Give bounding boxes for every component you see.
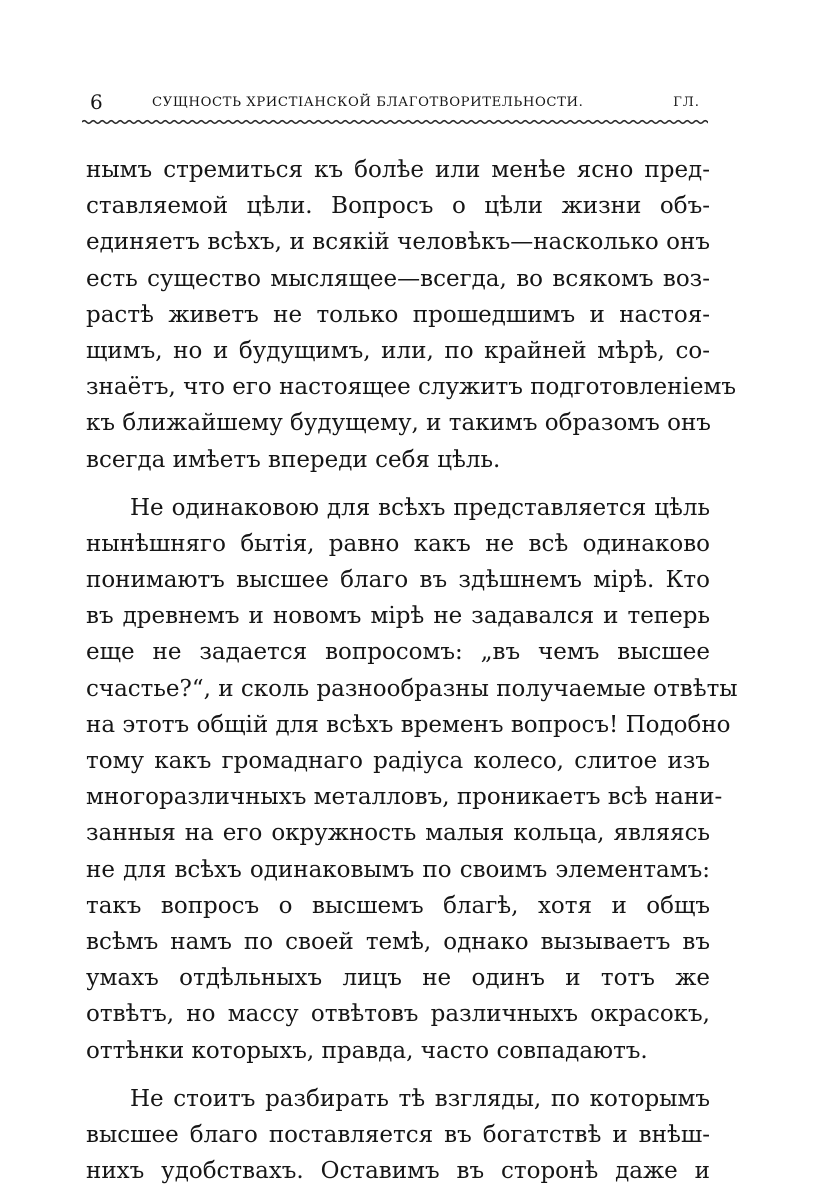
- text-line: Не одинаковою для всѣхъ представляется цѣль: [130, 494, 710, 521]
- text-line: Не стоитъ разбирать тѣ взгляды, по которымъ: [130, 1085, 710, 1112]
- text-line: на этотъ общій для всѣхъ временъ вопросъ! Подобно: [86, 711, 731, 738]
- text-line: тому какъ громаднаго радіуса колесо, слитое изъ: [86, 748, 710, 774]
- text-line: занныя на его окружность малыя кольца, являясь: [86, 820, 710, 847]
- text-line: растѣ живетъ не только прошедшимъ и настоя-: [86, 301, 710, 328]
- text-line: всѣмъ намъ по своей темѣ, однако вызываетъ въ: [86, 928, 710, 955]
- paragraph-gap: [86, 478, 710, 490]
- text-line: есть существо мыслящее—всегда, во всякомъ воз-: [86, 265, 710, 292]
- text-line: еще не задается вопросомъ: „въ чемъ высшее: [86, 639, 710, 666]
- text-line: счастье?“, и сколь разнообразны получаемые отвѣты: [86, 675, 738, 702]
- text-line: ставляемой цѣли. Вопросъ о цѣли жизни объ-: [86, 193, 710, 220]
- running-title: СУЩНОСТЬ ХРИСТІАНСКОЙ БЛАГОТВОРИТЕЛЬНОСТИ.: [152, 95, 584, 110]
- text-line: умахъ отдѣльныхъ лицъ не одинъ и тотъ же: [86, 965, 710, 992]
- text-line: многоразличныхъ металловъ, проникаетъ всѣ нани-: [86, 784, 723, 811]
- text-line: нихъ удобствахъ. Оставимъ въ сторонѣ даже и: [86, 1158, 710, 1185]
- chapter-mark: ГЛ.: [673, 95, 700, 110]
- text-line: высшее благо поставляется въ богатствѣ и внѣш-: [86, 1121, 710, 1148]
- text-line: не для всѣхъ одинаковымъ по своимъ элементамъ:: [86, 856, 710, 883]
- text-line: отвѣтъ, но массу отвѣтовъ различныхъ окрасокъ,: [86, 1001, 710, 1028]
- text-line: единяетъ всѣхъ, и всякій человѣкъ—насколько онъ: [86, 229, 710, 256]
- text-line: такъ вопросъ о высшемъ благѣ, хотя и общъ: [86, 892, 710, 919]
- text-line: къ ближайшему будущему, и такимъ образомъ онъ: [86, 410, 711, 437]
- text-line: понимаютъ высшее благо въ здѣшнемъ мірѣ. Кто: [86, 567, 710, 594]
- text-line: щимъ, но и будущимъ, или, по крайней мѣрѣ, со-: [86, 337, 710, 364]
- running-header: [86, 90, 700, 114]
- page-number: 6: [90, 90, 103, 114]
- text-line: знаётъ, что его настоящее служитъ подготовленіемъ: [86, 374, 736, 401]
- header-wavy-rule: [82, 116, 708, 128]
- text-line: оттѣнки которыхъ, правда, часто совпадаютъ.: [86, 1037, 648, 1064]
- paragraph-gap: [86, 1069, 710, 1081]
- text-line: нымъ стремиться къ болѣе или менѣе ясно пред-: [86, 157, 710, 183]
- text-line: всегда имѣетъ впереди себя цѣль.: [86, 446, 501, 473]
- text-line: въ древнемъ и новомъ мірѣ не задавался и теперь: [86, 603, 710, 630]
- text-line: нынѣшняго бытія, равно какъ не всѣ одинаково: [86, 530, 710, 557]
- body-text: [86, 152, 738, 1189]
